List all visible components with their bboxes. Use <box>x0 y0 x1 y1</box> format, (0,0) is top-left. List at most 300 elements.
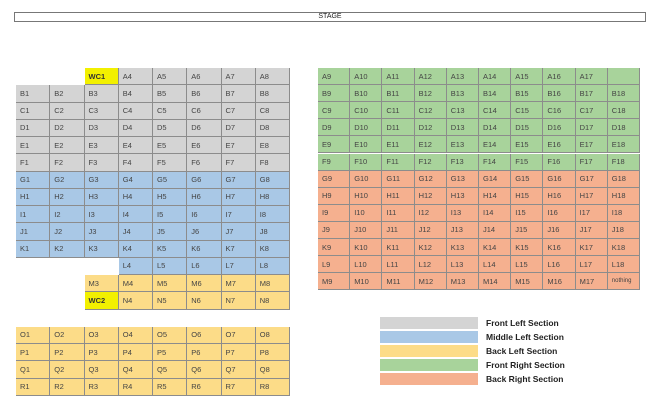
seat-h15: H15 <box>511 188 543 205</box>
seat-q7: Q7 <box>222 361 256 378</box>
seat-b6: B6 <box>187 85 221 102</box>
seat-k8: K8 <box>256 241 290 258</box>
legend-item <box>380 345 600 359</box>
seat-f9: F9 <box>318 154 350 171</box>
seat-b15: B15 <box>511 85 543 102</box>
seat-c6: C6 <box>187 103 221 120</box>
seat-e3: E3 <box>85 137 119 154</box>
empty-cell <box>187 310 221 327</box>
seat-m6: M6 <box>187 275 221 292</box>
seat-m5: M5 <box>153 275 187 292</box>
seat-f5: F5 <box>153 154 187 171</box>
seat-i5: I5 <box>153 206 187 223</box>
seat-e14: E14 <box>479 136 511 153</box>
seat-b13: B13 <box>447 85 479 102</box>
seat-wc2: WC2 <box>85 292 119 309</box>
seat-h9: H9 <box>318 188 350 205</box>
seat-o8: O8 <box>256 327 290 344</box>
seat-f18: F18 <box>608 154 640 171</box>
seat-g15: G15 <box>511 171 543 188</box>
seat-k5: K5 <box>153 241 187 258</box>
seat-b1: B1 <box>16 85 50 102</box>
seat-i8: I8 <box>256 206 290 223</box>
seat-j14: J14 <box>479 222 511 239</box>
seat-h7: H7 <box>222 189 256 206</box>
legend-item <box>380 331 600 345</box>
seat-h10: H10 <box>350 188 382 205</box>
seat-c4: C4 <box>119 103 153 120</box>
seat-d2: D2 <box>50 120 84 137</box>
empty-cell <box>222 310 256 327</box>
seat-j17: J17 <box>576 222 608 239</box>
seat-l12: L12 <box>415 256 447 273</box>
seat-g8: G8 <box>256 172 290 189</box>
seat-c17: C17 <box>576 102 608 119</box>
seat-i4: I4 <box>119 206 153 223</box>
seat-j3: J3 <box>85 223 119 240</box>
seat-m3: M3 <box>85 275 119 292</box>
seat-o5: O5 <box>153 327 187 344</box>
legend-swatch <box>380 373 478 385</box>
seat-d6: D6 <box>187 120 221 137</box>
seat-h17: H17 <box>576 188 608 205</box>
seat-g12: G12 <box>415 171 447 188</box>
legend-label: Back Left Section <box>486 346 558 356</box>
seat-e10: E10 <box>350 136 382 153</box>
legend-label: Front Right Section <box>486 360 565 370</box>
seat-j16: J16 <box>543 222 575 239</box>
empty-cell <box>119 310 153 327</box>
seat-j8: J8 <box>256 223 290 240</box>
seat-a15: A15 <box>511 68 543 85</box>
seat-b9: B9 <box>318 85 350 102</box>
seat-i12: I12 <box>415 205 447 222</box>
legend-swatch <box>380 331 478 343</box>
seat-f15: F15 <box>511 154 543 171</box>
empty-cell <box>16 258 50 275</box>
seat-m15: M15 <box>511 273 543 290</box>
seat-n6: N6 <box>187 292 221 309</box>
seat-l16: L16 <box>543 256 575 273</box>
seat-o7: O7 <box>222 327 256 344</box>
seat-e11: E11 <box>382 136 414 153</box>
seat-r4: R4 <box>119 379 153 396</box>
seat-h13: H13 <box>447 188 479 205</box>
seat-i10: I10 <box>350 205 382 222</box>
seat-h8: H8 <box>256 189 290 206</box>
legend-item <box>380 373 600 387</box>
seat-c8: C8 <box>256 103 290 120</box>
seat-i17: I17 <box>576 205 608 222</box>
seat-a17: A17 <box>576 68 608 85</box>
seat-e9: E9 <box>318 136 350 153</box>
seat-j13: J13 <box>447 222 479 239</box>
seat-e6: E6 <box>187 137 221 154</box>
seat-c2: C2 <box>50 103 84 120</box>
seat-q6: Q6 <box>187 361 221 378</box>
seat-j10: J10 <box>350 222 382 239</box>
seat-h6: H6 <box>187 189 221 206</box>
seat-o4: O4 <box>119 327 153 344</box>
seat-n8: N8 <box>256 292 290 309</box>
seat-g17: G17 <box>576 171 608 188</box>
left-seating-block <box>16 68 290 396</box>
seat-c1: C1 <box>16 103 50 120</box>
seat-d3: D3 <box>85 120 119 137</box>
seat-o6: O6 <box>187 327 221 344</box>
seat-m11: M11 <box>382 273 414 290</box>
seat-j2: J2 <box>50 223 84 240</box>
seat-c5: C5 <box>153 103 187 120</box>
seat-e16: E16 <box>543 136 575 153</box>
seat-l17: L17 <box>576 256 608 273</box>
seat-e18: E18 <box>608 136 640 153</box>
seat-a12: A12 <box>415 68 447 85</box>
seat-j18: J18 <box>608 222 640 239</box>
legend-label: Back Right Section <box>486 374 564 384</box>
seat-k1: K1 <box>16 241 50 258</box>
seat-a10: A10 <box>350 68 382 85</box>
seat-c14: C14 <box>479 102 511 119</box>
empty-cell <box>16 292 50 309</box>
seat-b14: B14 <box>479 85 511 102</box>
seat-m12: M12 <box>415 273 447 290</box>
seat-b10: B10 <box>350 85 382 102</box>
seat-f13: F13 <box>447 154 479 171</box>
seat-a11: A11 <box>382 68 414 85</box>
seat-b5: B5 <box>153 85 187 102</box>
seat-f14: F14 <box>479 154 511 171</box>
seat-d1: D1 <box>16 120 50 137</box>
seat-f17: F17 <box>576 154 608 171</box>
seat-d15: D15 <box>511 119 543 136</box>
seat-c12: C12 <box>415 102 447 119</box>
seat-h11: H11 <box>382 188 414 205</box>
seat-p3: P3 <box>85 344 119 361</box>
seat-e12: E12 <box>415 136 447 153</box>
seat-o3: O3 <box>85 327 119 344</box>
seat-m9: M9 <box>318 273 350 290</box>
seat-g16: G16 <box>543 171 575 188</box>
seat-d10: D10 <box>350 119 382 136</box>
seat-i2: I2 <box>50 206 84 223</box>
empty-cell <box>85 310 119 327</box>
seat-r5: R5 <box>153 379 187 396</box>
seat-b3: B3 <box>85 85 119 102</box>
seat-a13: A13 <box>447 68 479 85</box>
seat-j9: J9 <box>318 222 350 239</box>
seat-g4: G4 <box>119 172 153 189</box>
seat-l13: L13 <box>447 256 479 273</box>
seat-f12: F12 <box>415 154 447 171</box>
seat-f11: F11 <box>382 154 414 171</box>
seat-i15: I15 <box>511 205 543 222</box>
seat-i1: I1 <box>16 206 50 223</box>
seat-r2: R2 <box>50 379 84 396</box>
seat-d7: D7 <box>222 120 256 137</box>
seat-g2: G2 <box>50 172 84 189</box>
seat-h1: H1 <box>16 189 50 206</box>
seat-g6: G6 <box>187 172 221 189</box>
seat-l9: L9 <box>318 256 350 273</box>
seat-j4: J4 <box>119 223 153 240</box>
empty-cell <box>16 68 50 85</box>
seat-o2: O2 <box>50 327 84 344</box>
seat-g5: G5 <box>153 172 187 189</box>
seat-i7: I7 <box>222 206 256 223</box>
seat-e13: E13 <box>447 136 479 153</box>
seat-q8: Q8 <box>256 361 290 378</box>
seat-q5: Q5 <box>153 361 187 378</box>
seat-k16: K16 <box>543 239 575 256</box>
seat-k15: K15 <box>511 239 543 256</box>
empty-cell <box>256 310 290 327</box>
seat-i3: I3 <box>85 206 119 223</box>
seat-r7: R7 <box>222 379 256 396</box>
seat-i16: I16 <box>543 205 575 222</box>
seat-b16: B16 <box>543 85 575 102</box>
seat-l18: L18 <box>608 256 640 273</box>
seat-e5: E5 <box>153 137 187 154</box>
seat-q4: Q4 <box>119 361 153 378</box>
seat-k13: K13 <box>447 239 479 256</box>
seat-m4: M4 <box>119 275 153 292</box>
seat-f1: F1 <box>16 154 50 171</box>
seat-a4: A4 <box>119 68 153 85</box>
seat-l5: L5 <box>153 258 187 275</box>
seat-r6: R6 <box>187 379 221 396</box>
seat-e17: E17 <box>576 136 608 153</box>
seat-j1: J1 <box>16 223 50 240</box>
seat-j12: J12 <box>415 222 447 239</box>
seat-l10: L10 <box>350 256 382 273</box>
seat-f6: F6 <box>187 154 221 171</box>
seat-e4: E4 <box>119 137 153 154</box>
seat-l8: L8 <box>256 258 290 275</box>
seat-d12: D12 <box>415 119 447 136</box>
seat-m13: M13 <box>447 273 479 290</box>
seat-i11: I11 <box>382 205 414 222</box>
seat-d16: D16 <box>543 119 575 136</box>
seat-c7: C7 <box>222 103 256 120</box>
seat-a6: A6 <box>187 68 221 85</box>
seat-m10: M10 <box>350 273 382 290</box>
seat-e1: E1 <box>16 137 50 154</box>
seat-g11: G11 <box>382 171 414 188</box>
seat-k11: K11 <box>382 239 414 256</box>
seat-k6: K6 <box>187 241 221 258</box>
seat-n4: N4 <box>119 292 153 309</box>
seat-m14: M14 <box>479 273 511 290</box>
seat-k9: K9 <box>318 239 350 256</box>
seat-c15: C15 <box>511 102 543 119</box>
empty-cell <box>50 275 84 292</box>
seat-b2: B2 <box>50 85 84 102</box>
seat-n5: N5 <box>153 292 187 309</box>
seat-g7: G7 <box>222 172 256 189</box>
seat-m16: M16 <box>543 273 575 290</box>
seat-j11: J11 <box>382 222 414 239</box>
seat-e2: E2 <box>50 137 84 154</box>
seat-f16: F16 <box>543 154 575 171</box>
seat-d13: D13 <box>447 119 479 136</box>
seat-c10: C10 <box>350 102 382 119</box>
seat-h2: H2 <box>50 189 84 206</box>
seat-p5: P5 <box>153 344 187 361</box>
seat-d4: D4 <box>119 120 153 137</box>
seat-l11: L11 <box>382 256 414 273</box>
seat-a5: A5 <box>153 68 187 85</box>
seat-a14: A14 <box>479 68 511 85</box>
seat-j6: J6 <box>187 223 221 240</box>
empty-cell <box>153 310 187 327</box>
seat-j15: J15 <box>511 222 543 239</box>
seat-p8: P8 <box>256 344 290 361</box>
seat-q1: Q1 <box>16 361 50 378</box>
legend-swatch <box>380 359 478 371</box>
seat-g14: G14 <box>479 171 511 188</box>
seat-k12: K12 <box>415 239 447 256</box>
seat-g9: G9 <box>318 171 350 188</box>
legend-swatch <box>380 345 478 357</box>
seat-m7: M7 <box>222 275 256 292</box>
seat-c16: C16 <box>543 102 575 119</box>
seat-a9: A9 <box>318 68 350 85</box>
seat-g1: G1 <box>16 172 50 189</box>
seat-f8: F8 <box>256 154 290 171</box>
seat-h18: H18 <box>608 188 640 205</box>
seat-c3: C3 <box>85 103 119 120</box>
empty-cell <box>50 292 84 309</box>
empty-cell <box>50 310 84 327</box>
empty-cell <box>608 68 640 85</box>
seat-d17: D17 <box>576 119 608 136</box>
seat-j5: J5 <box>153 223 187 240</box>
legend-item <box>380 359 600 373</box>
seat-d5: D5 <box>153 120 187 137</box>
seat-h12: H12 <box>415 188 447 205</box>
seat-m8: M8 <box>256 275 290 292</box>
legend-swatch <box>380 317 478 329</box>
legend-label: Front Left Section <box>486 318 559 328</box>
seat-c11: C11 <box>382 102 414 119</box>
seat-p4: P4 <box>119 344 153 361</box>
seat-g13: G13 <box>447 171 479 188</box>
seat-l14: L14 <box>479 256 511 273</box>
seat-o1: O1 <box>16 327 50 344</box>
seat-r8: R8 <box>256 379 290 396</box>
right-seating-block <box>318 68 640 290</box>
seat-l15: L15 <box>511 256 543 273</box>
legend-item <box>380 317 600 331</box>
seat-b18: B18 <box>608 85 640 102</box>
seat-h16: H16 <box>543 188 575 205</box>
seat-i13: I13 <box>447 205 479 222</box>
seat-h4: H4 <box>119 189 153 206</box>
seat-c18: C18 <box>608 102 640 119</box>
seat-g3: G3 <box>85 172 119 189</box>
seat-a8: A8 <box>256 68 290 85</box>
empty-cell <box>50 258 84 275</box>
seat-b4: B4 <box>119 85 153 102</box>
seat-q3: Q3 <box>85 361 119 378</box>
seat-k3: K3 <box>85 241 119 258</box>
seat-p6: P6 <box>187 344 221 361</box>
seat-k2: K2 <box>50 241 84 258</box>
seat-e15: E15 <box>511 136 543 153</box>
seat-d9: D9 <box>318 119 350 136</box>
seat-b17: B17 <box>576 85 608 102</box>
seat-f4: F4 <box>119 154 153 171</box>
seat-i18: I18 <box>608 205 640 222</box>
seat-m17: M17 <box>576 273 608 290</box>
seat-a7: A7 <box>222 68 256 85</box>
seat-k14: K14 <box>479 239 511 256</box>
seat-b11: B11 <box>382 85 414 102</box>
seat-l4: L4 <box>119 258 153 275</box>
seat-e8: E8 <box>256 137 290 154</box>
seat-f10: F10 <box>350 154 382 171</box>
seat-q2: Q2 <box>50 361 84 378</box>
seat-k17: K17 <box>576 239 608 256</box>
seat-d8: D8 <box>256 120 290 137</box>
stage-label: STAGE <box>14 12 646 22</box>
seat-l6: L6 <box>187 258 221 275</box>
empty-cell <box>50 68 84 85</box>
seat-h3: H3 <box>85 189 119 206</box>
seat-a16: A16 <box>543 68 575 85</box>
seat-nothing: nothing <box>608 273 640 290</box>
seat-b7: B7 <box>222 85 256 102</box>
seat-b12: B12 <box>415 85 447 102</box>
seat-b8: B8 <box>256 85 290 102</box>
empty-cell <box>85 258 119 275</box>
seat-k10: K10 <box>350 239 382 256</box>
seat-d18: D18 <box>608 119 640 136</box>
seat-f2: F2 <box>50 154 84 171</box>
seat-i6: I6 <box>187 206 221 223</box>
seat-p2: P2 <box>50 344 84 361</box>
seat-e7: E7 <box>222 137 256 154</box>
legend-label: Middle Left Section <box>486 332 564 342</box>
seat-h14: H14 <box>479 188 511 205</box>
seat-f7: F7 <box>222 154 256 171</box>
seat-wc1: WC1 <box>85 68 119 85</box>
seat-i14: I14 <box>479 205 511 222</box>
seat-d11: D11 <box>382 119 414 136</box>
seat-j7: J7 <box>222 223 256 240</box>
seat-c9: C9 <box>318 102 350 119</box>
seat-k18: K18 <box>608 239 640 256</box>
seat-k4: K4 <box>119 241 153 258</box>
empty-cell <box>16 310 50 327</box>
seat-f3: F3 <box>85 154 119 171</box>
seat-i9: I9 <box>318 205 350 222</box>
seat-g10: G10 <box>350 171 382 188</box>
seat-g18: G18 <box>608 171 640 188</box>
seat-p1: P1 <box>16 344 50 361</box>
seat-c13: C13 <box>447 102 479 119</box>
seat-h5: H5 <box>153 189 187 206</box>
seat-r3: R3 <box>85 379 119 396</box>
seat-n7: N7 <box>222 292 256 309</box>
seat-k7: K7 <box>222 241 256 258</box>
seat-l7: L7 <box>222 258 256 275</box>
empty-cell <box>16 275 50 292</box>
seat-p7: P7 <box>222 344 256 361</box>
seat-r1: R1 <box>16 379 50 396</box>
seat-d14: D14 <box>479 119 511 136</box>
